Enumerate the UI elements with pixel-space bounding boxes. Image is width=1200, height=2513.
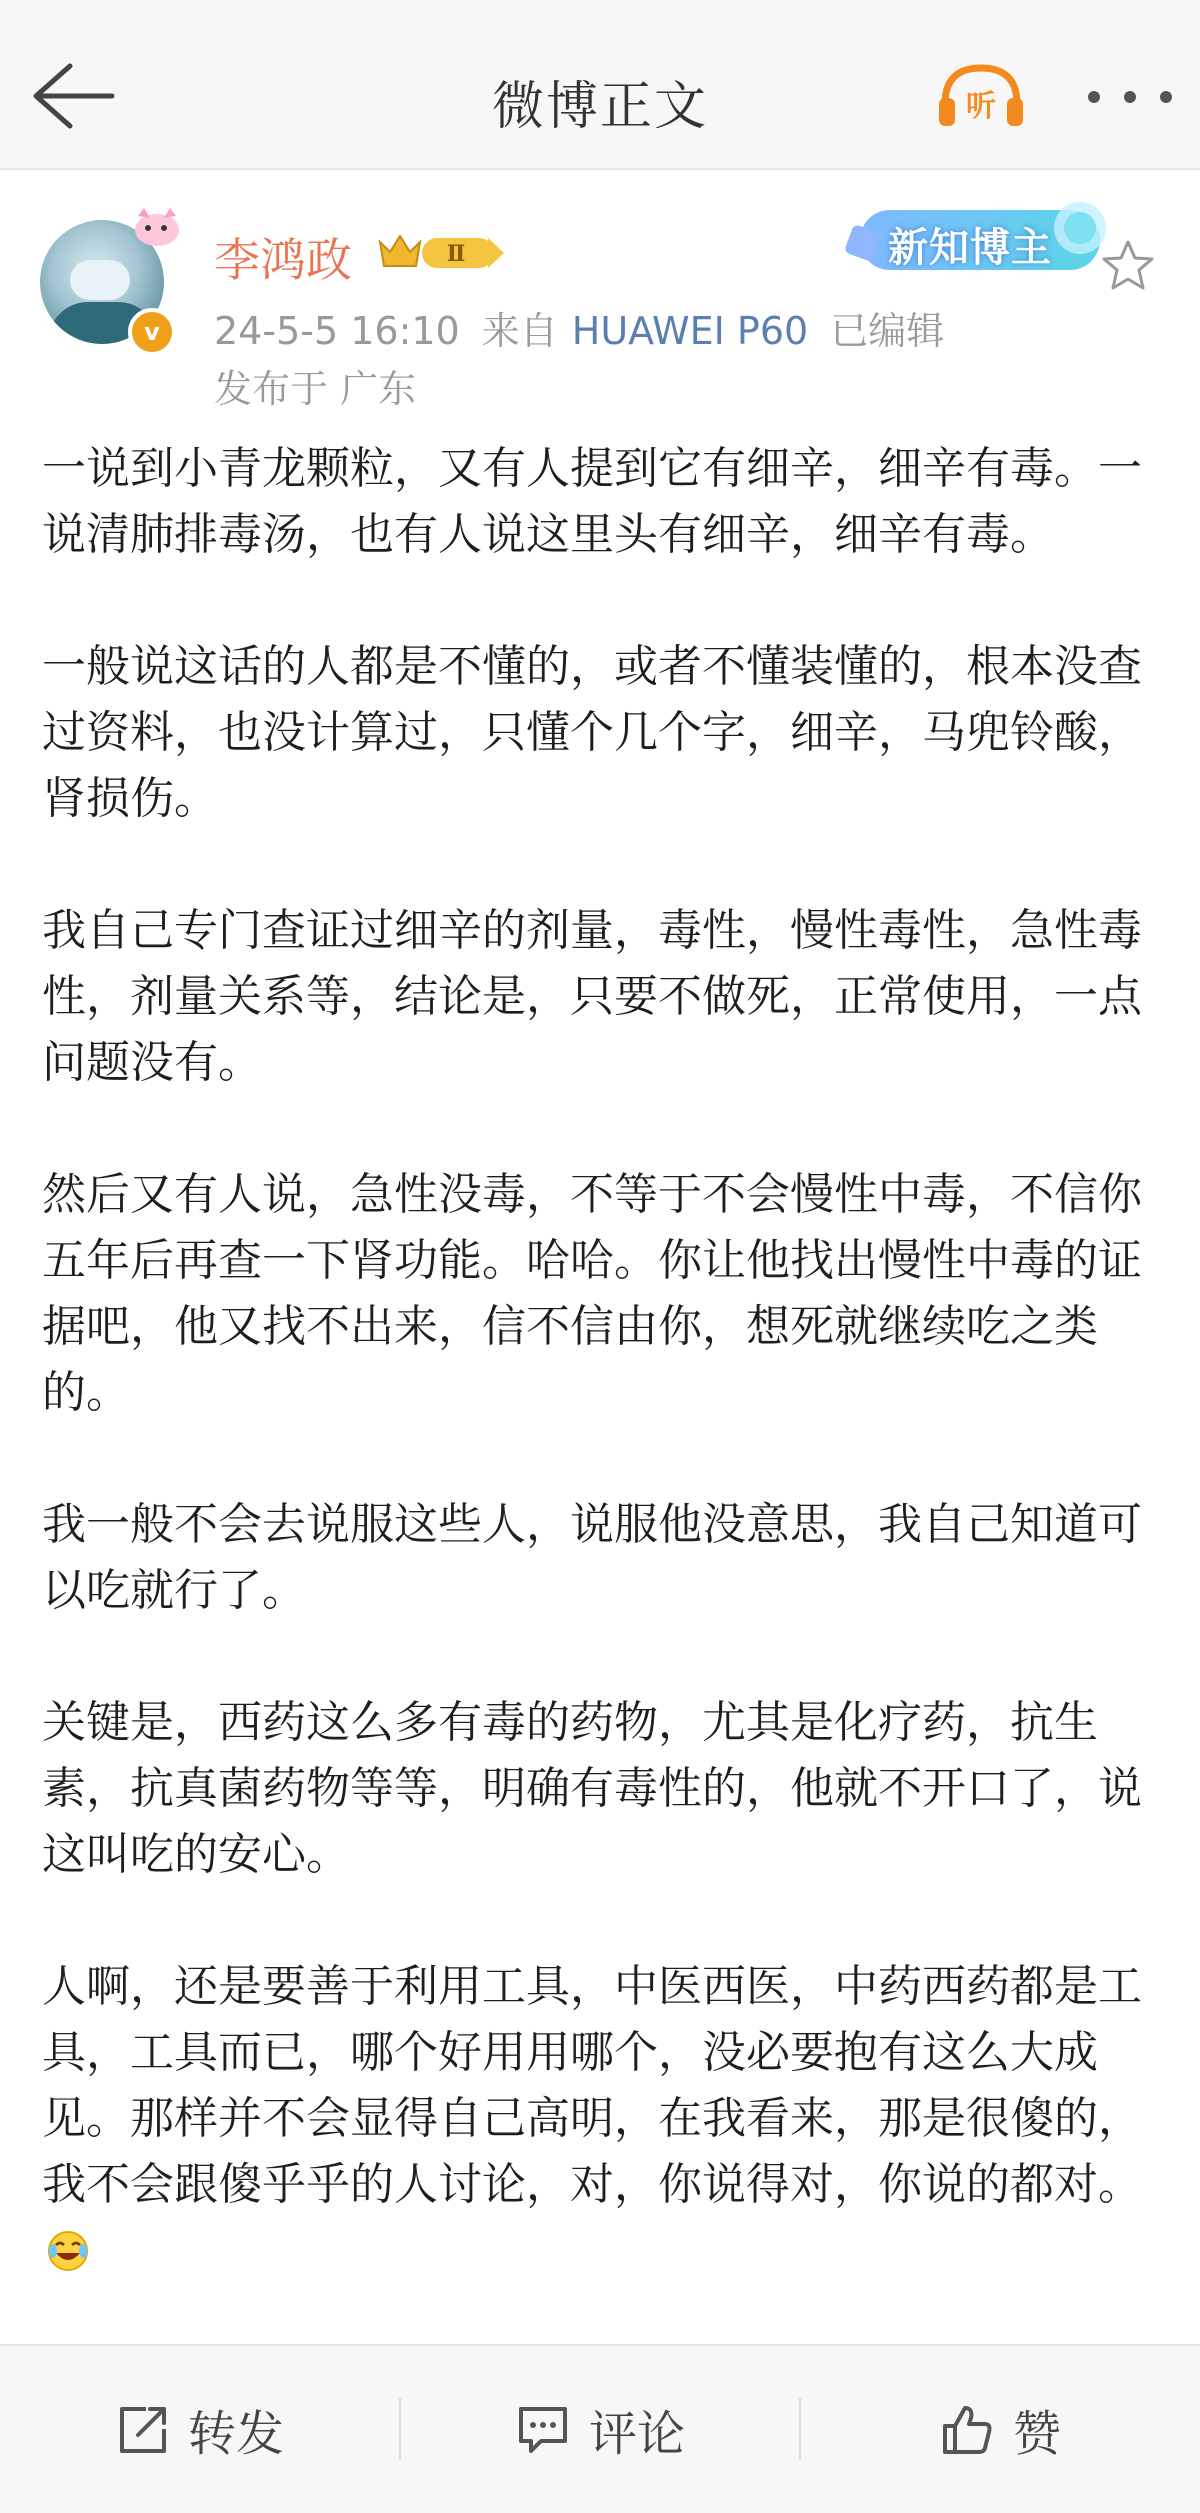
top-navigation-bar — [0, 0, 1200, 170]
post-paragraph: 我自己专门查证过细辛的剂量，毒性，慢性毒性，急性毒性，剂量关系等，结论是，只要不做死，正常使用，一点问题没有。 — [42, 905, 1142, 1088]
vip-level-badge-icon — [376, 228, 508, 276]
vip-level-text: Ⅱ — [446, 241, 466, 267]
avatar-pendant-icon — [128, 206, 186, 250]
comment-icon — [515, 2403, 571, 2457]
post-paragraph-last — [42, 1954, 1162, 2284]
like-button[interactable] — [800, 2346, 1200, 2513]
comment-label: 评论 — [588, 2406, 685, 2462]
post-paragraph: 然后又有人说，急性没毒，不等于不会慢性中毒，不信你五年后再查一下肾功能。哈哈。你让他找出慢性中毒的证据吧，他又找不出来，信不信由你，想死就继续吃之类的。 — [42, 1169, 1142, 1418]
verified-badge-icon: v — [128, 308, 176, 356]
post-paragraph: 一说到小青龙颗粒，又有人提到它有细辛，细辛有毒。一说清肺排毒汤，也有人说这里头有细辛，细辛有毒。 — [42, 443, 1142, 560]
listen-button[interactable] — [935, 60, 1027, 132]
bottom-action-bar — [0, 2344, 1200, 2513]
more-dots-icon — [1080, 82, 1180, 112]
thumbs-up-icon — [939, 2402, 995, 2458]
edited-label[interactable]: 已编辑 — [830, 309, 945, 353]
laugh-cry-emoji-icon — [46, 2229, 90, 2273]
post-content — [42, 436, 1162, 2284]
post-paragraph: 一般说这话的人都是不懂的，或者不懂装懂的，根本没查过资料，也没计算过，只懂个几个字，细辛，马兜铃酸，肾损伤。 — [42, 641, 1142, 824]
badge-label: 新知博主 — [888, 225, 1052, 271]
post-paragraph: 我一般不会去说服这些人，说服他没意思，我自己知道可以吃就行了。 — [42, 1499, 1142, 1616]
source-prefix: 来自 — [481, 309, 558, 353]
listen-label: 听 — [966, 89, 996, 124]
repost-label: 转发 — [187, 2406, 284, 2462]
author-name[interactable]: 李鸿政 — [214, 233, 352, 287]
repost-button[interactable] — [0, 2346, 400, 2513]
comment-button[interactable] — [400, 2346, 800, 2513]
star-icon — [1098, 236, 1158, 296]
page-title: 微博正文 — [491, 77, 708, 137]
knowledge-blogger-badge[interactable] — [840, 188, 1120, 288]
like-label: 赞 — [1012, 2406, 1061, 2462]
more-options-button[interactable] — [1080, 82, 1180, 112]
author-avatar[interactable] — [40, 220, 170, 350]
post-paragraph-text: 人啊，还是要善于利用工具，中医西医，中药西药都是工具，工具而已，哪个好用用哪个，没必要抱有这么大成见。那样并不会显得自己高明，在我看来，那是很傻的，我不会跟傻乎乎的人讨论，对，你说得对，你说的都对。 — [42, 1961, 1142, 2210]
repost-icon — [116, 2403, 170, 2457]
post-timestamp: 24-5-5 16:10 — [214, 309, 460, 353]
post-location: 发布于 广东 — [214, 367, 417, 411]
post-paragraph: 关键是，西药这么多有毒的药物，尤其是化疗药，抗生素，抗真菌药物等等，明确有毒性的，他就不开口了，说这叫吃的安心。 — [42, 1697, 1142, 1880]
post-meta — [214, 300, 966, 355]
favorite-button[interactable] — [1098, 236, 1158, 296]
headphones-icon — [935, 60, 1027, 132]
device-link[interactable]: HUAWEI P60 — [571, 309, 809, 353]
